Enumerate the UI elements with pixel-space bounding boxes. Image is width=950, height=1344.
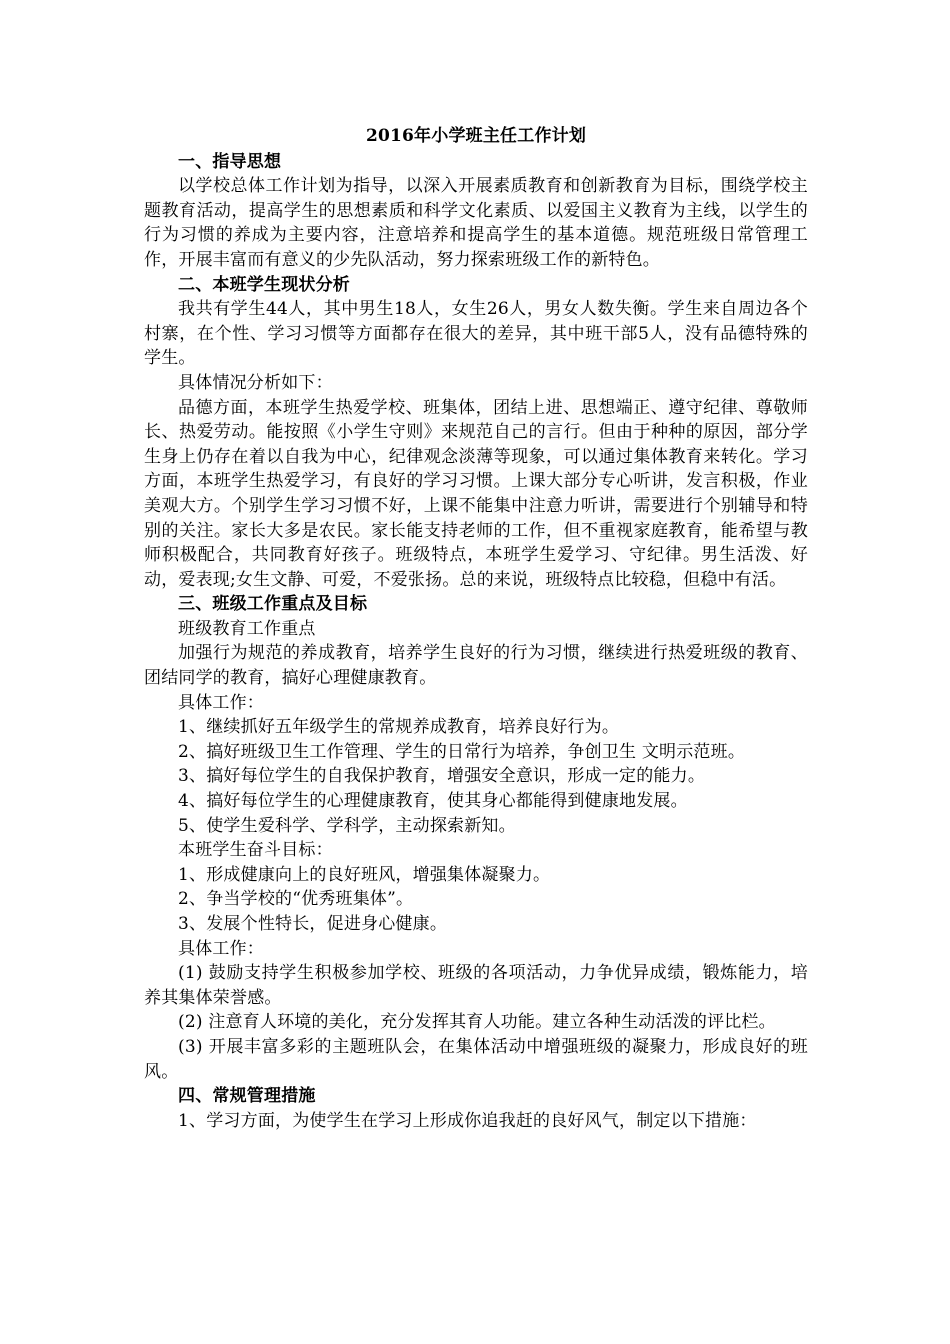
list-item-work-3: 3、搞好每位学生的自我保护教育，增强安全意识，形成一定的能力。 [178, 766, 706, 787]
list-item-goal-3: 3、发展个性特长，促进身心健康。 [178, 914, 448, 934]
heading-guiding-thought: 一、指导思想 [178, 151, 282, 172]
line-study-measures: 1、学习方面，为使学生在学习上形成你追我赶的良好风气，制定以下措施： [178, 1110, 757, 1131]
paragraph-education-focus: 加强行为规范的养成教育，培养学生良好的行为习惯，继续进行热爱班级的教育、团结同学的教育，搞好心理健康教育。 [144, 643, 808, 689]
list-item-goal-2: 2、争当学校的“优秀班集体”。 [178, 889, 414, 910]
document-body [144, 150, 808, 1134]
heading-focus-goals: 三、班级工作重点及目标 [178, 594, 368, 615]
list-item-work-5: 5、使学生爱科学、学科学，主动探索新知。 [178, 815, 516, 836]
list-item-work-1: 1、继续抓好五年级学生的常规养成教育，培养良好行为。 [178, 717, 620, 738]
line-education-focus: 班级教育工作重点 [178, 618, 316, 639]
paragraph-work-item-2: (2) 注意育人环境的美化，充分发挥其育人功能。建立各种生动活泼的评比栏。 [178, 1012, 776, 1033]
paragraph-class-status: 我共有学生44人，其中男生18人，女生26人，男女人数失衡。学生来自周边各个村寨，在个性、学习习惯等方面都存在很大的差异，其中班干部5人，没有品德特殊的学生。 [144, 299, 808, 369]
line-specific-work-1: 具体工作： [178, 692, 264, 713]
list-item-work-2: 2、搞好班级卫生工作管理、学生的日常行为培养，争创卫生 文明示范班。 [178, 741, 746, 762]
paragraph-guiding-thought: 以学校总体工作计划为指导，以深入开展素质教育和创新教育为目标，围绕学校主题教育活动，提高学生的思想素质和科学文化素质、以爱国主义教育为主线，以学生的行为习惯的养成为主要内容，注意培养和提高学生的基本道德。规范班级日常管理工作，开展丰富而有意义的少先队活动，努力探索班级工作的新特色。 [144, 176, 808, 270]
paragraph-detailed-analysis: 品德方面，本班学生热爱学校、班集体，团结上进、思想端正、遵守纪律、尊敬师长、热爱劳动。能按照《小学生守则》来规范自己的言行。但由于种种的原因，部分学生身上仍存在着以自我为中心，纪律观念淡薄等现象，可以通过集体教育来转化。学习方面，本班学生热爱学习，有良好的学习习惯。上课大部分专心听讲，发言积极，作业美观大方。个别学生学习习惯不好，上课不能集中注意力听讲，需要进行个别辅导和特别的关注。家长大多是农民。家长能支持老师的工作，但不重视家庭教育，能希望与教师积极配合，共同教育好孩子。班级特点，本班学生爱学习、守纪律。男生活泼、好动，爱表现;女生文静、可爱，不爱张扬。总的来说，班级特点比较稳，但稳中有活。 [144, 397, 808, 590]
document-title: 2016年小学班主任工作计划 [365, 126, 587, 146]
paragraph-work-item-1: (1) 鼓励支持学生积极参加学校、班级的各项活动，力争优异成绩，锻炼能力，培养其集体荣誉感。 [144, 963, 808, 1008]
heading-class-status: 二、本班学生现状分析 [178, 274, 350, 295]
paragraph-work-item-3: (3) 开展丰富多彩的主题班队会，在集体活动中增强班级的凝聚力，形成良好的班风。 [144, 1036, 808, 1082]
heading-management: 四、常规管理措施 [178, 1086, 316, 1107]
line-analysis-intro: 具体情况分析如下： [178, 372, 333, 393]
line-class-goals: 本班学生奋斗目标： [178, 840, 333, 861]
list-item-goal-1: 1、形成健康向上的良好班风，增强集体凝聚力。 [178, 864, 551, 885]
document-page [144, 124, 808, 1133]
line-specific-work-2: 具体工作： [178, 938, 264, 959]
list-item-work-4: 4、搞好每位学生的心理健康教育，使其身心都能得到健康地发展。 [178, 791, 688, 812]
